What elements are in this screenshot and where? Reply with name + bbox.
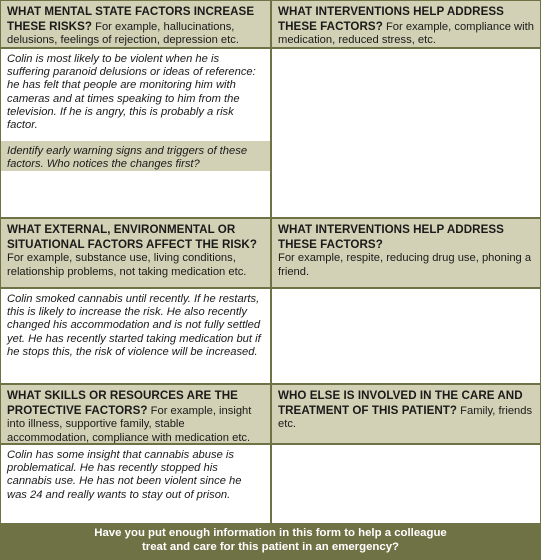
header-divider-2: [1, 287, 540, 289]
mental-state-factors-header: [1, 1, 270, 47]
mental-state-factors-title: WHAT MENTAL STATE FACTORS INCREASE THESE RISKS?: [7, 5, 255, 33]
interventions-mental-state-notes[interactable]: [272, 49, 540, 217]
row-divider-1: [1, 217, 540, 219]
mental-state-factors-example: For example, hallucinations, delusions, feelings of rejection, depression etc.: [7, 20, 239, 46]
external-factors-example: For example, substance use, living conditions, relationship problems, not taking medication etc.: [7, 252, 247, 278]
protective-factors-header: [1, 385, 270, 443]
others-involved-title: WHO ELSE IS INVOLVED IN THE CARE AND TREATMENT OF THIS PATIENT?: [278, 389, 523, 417]
interventions-external-header: [272, 219, 540, 287]
protective-factors-example: For example, insight into illness, supportive family, stable accommodation, compliance with medication etc.: [7, 404, 252, 444]
header-divider-1: [1, 47, 540, 49]
protective-factors-title: WHAT SKILLS OR RESOURCES ARE THE PROTECTIVE FACTORS?: [7, 389, 238, 417]
protective-factors-notes[interactable]: Colin has some insight that cannabis abuse is problematical. He has recently stopped his cannabis use. He has not been violent since he was 24 and really wants to stay out of prison.: [1, 445, 270, 523]
footer-reminder: [1, 523, 540, 559]
external-factors-header: [1, 219, 270, 287]
row-divider-2: [1, 383, 540, 385]
others-involved-example: Family, friends etc.: [278, 404, 533, 430]
footer-line-2: treat and care for this patient in an emergency?: [142, 541, 399, 553]
early-warning-signs-prompt: Identify early warning signs and triggers of these factors. Who notices the changes first?: [1, 141, 270, 171]
interventions-external-example: For example, respite, reducing drug use, phoning a friend.: [278, 252, 532, 278]
others-involved-notes[interactable]: [272, 445, 540, 523]
others-involved-header: [272, 385, 540, 443]
interventions-mental-state-header: [272, 1, 540, 47]
interventions-mental-state-title: WHAT INTERVENTIONS HELP ADDRESS THESE FACTORS?: [278, 5, 504, 33]
mental-state-factors-notes[interactable]: Colin is most likely to be violent when he is suffering paranoid delusions or ideas of reference: he has felt that people are monitoring him with cameras and at times speaking to him from the television. If he is angry, this is probably a risk factor.: [1, 49, 270, 141]
early-warning-signs-notes[interactable]: [1, 171, 270, 217]
interventions-external-notes[interactable]: [272, 289, 540, 383]
header-divider-3: [1, 443, 540, 445]
interventions-external-title: WHAT INTERVENTIONS HELP ADDRESS THESE FACTORS?: [278, 223, 504, 251]
external-factors-title: WHAT EXTERNAL, ENVIRONMENTAL OR SITUATIONAL FACTORS AFFECT THE RISK?: [7, 223, 257, 251]
external-factors-notes[interactable]: Colin smoked cannabis until recently. If he restarts, this is likely to increase the risk. He also recently changed his accommodation and is not fully settled yet. He has recently started taking medication but if he stops this, the risk of violence will be increased.: [1, 289, 270, 383]
interventions-mental-state-example: For example, compliance with medication, reduced stress, etc.: [278, 20, 534, 46]
footer-line-1: Have you put enough information in this form to help a colleague: [94, 527, 447, 539]
